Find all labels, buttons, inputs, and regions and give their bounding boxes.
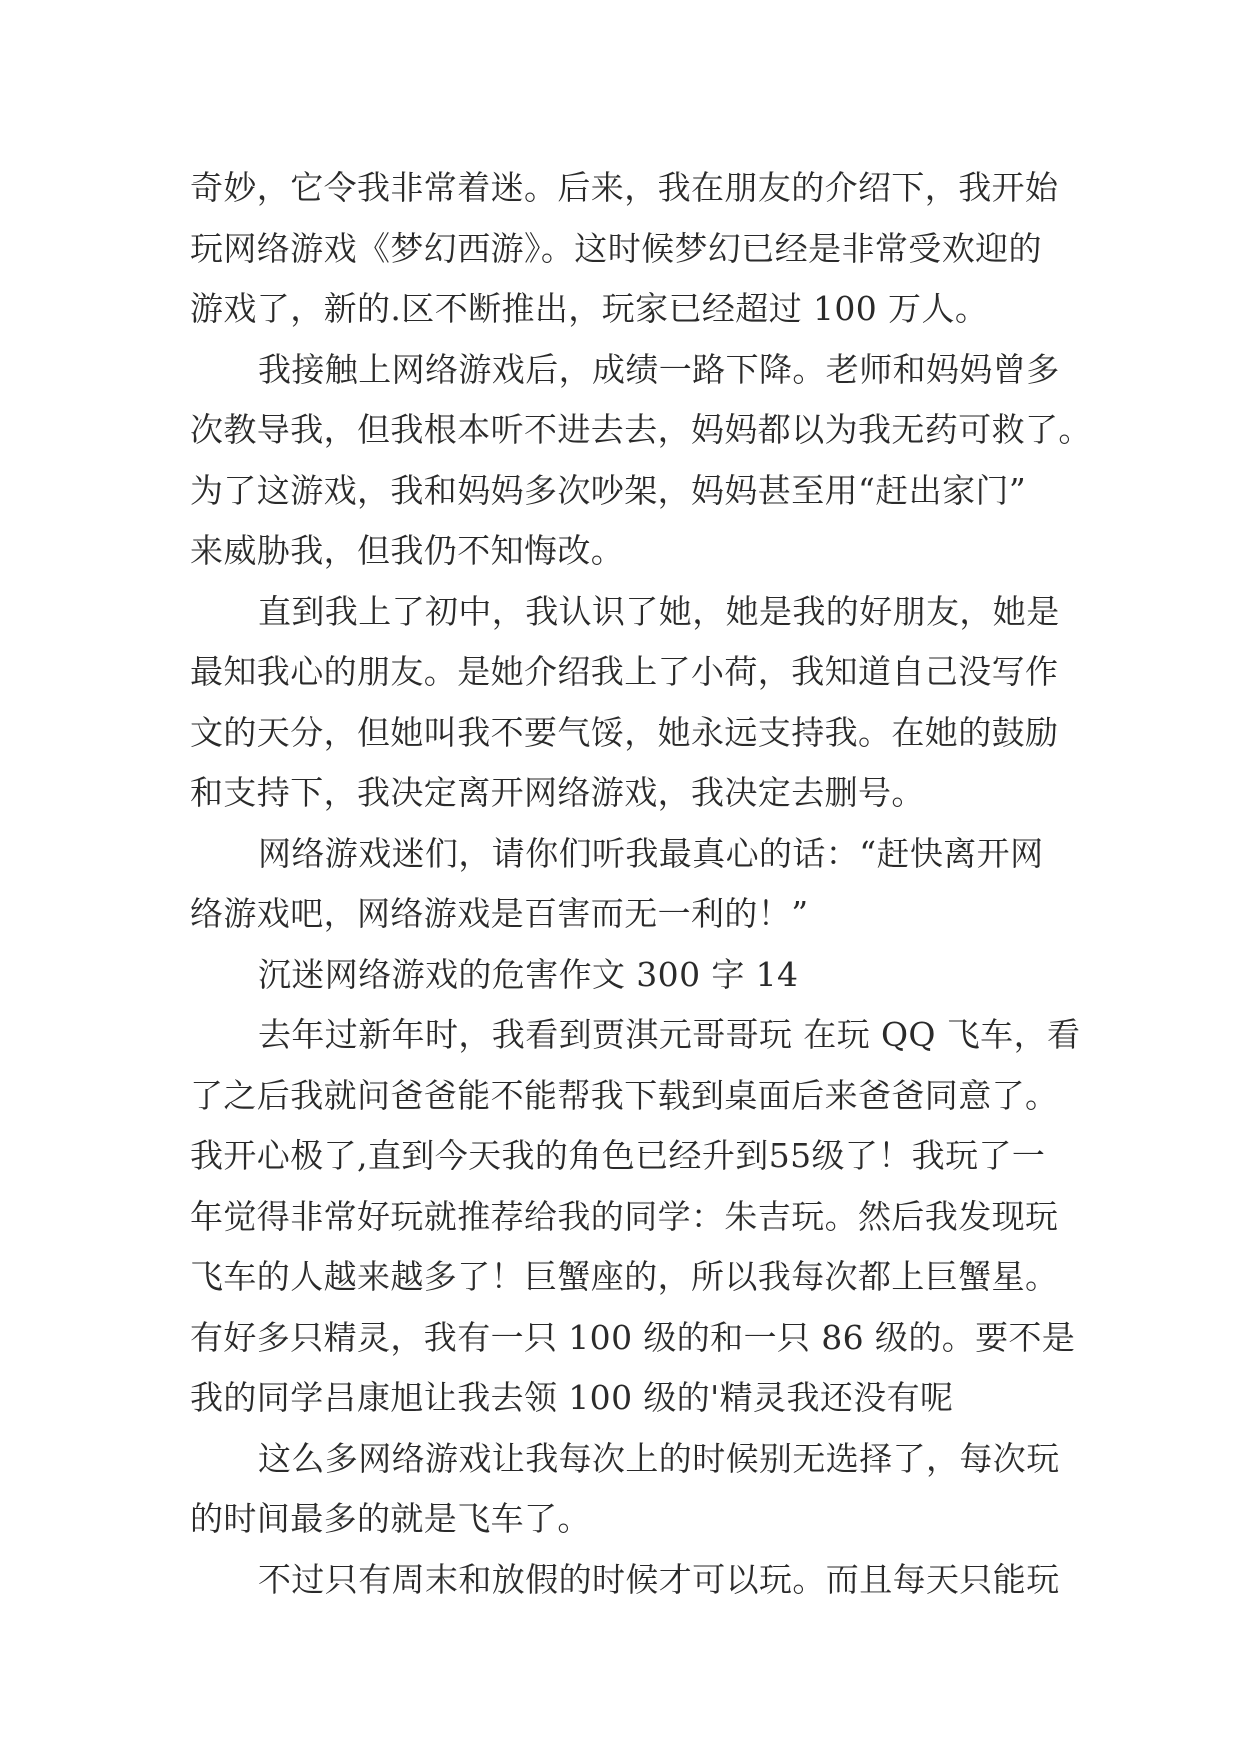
text-line: 来威胁我，但我仍不知悔改。 [190,531,625,570]
paragraph-start-line: 不过只有周末和放假的时候才可以玩。而且每天只能玩 [258,1559,1060,1599]
text-line: 有好多只精灵，我有一只 100 级的和一只 86 级的。要不是 [190,1317,1076,1357]
text-line: 最知我心的朋友。是她介绍我上了小荷，我知道自己没写作 [190,652,1059,691]
text-line: 我开心极了,直到今天我的角色已经升到55级了！我玩了一 [190,1136,1046,1175]
text-line: 文的天分，但她叫我不要气馁，她永远支持我。在她的鼓励 [190,712,1059,752]
text-line: 奇妙，它令我非常着迷。后来，我在朋友的介绍下，我开始 [190,168,1059,207]
essay-title: 沉迷网络游戏的危害作文 300 字 14 [258,954,799,994]
text-line: 飞车的人越来越多了！巨蟹座的，所以我每次都上巨蟹星。 [190,1257,1059,1296]
text-line: 的时间最多的就是飞车了。 [190,1499,591,1538]
text-line: 络游戏吧，网络游戏是百害而无一利的！” [190,894,809,933]
text-line: 和支持下，我决定离开网络游戏，我决定去删号。 [190,773,925,812]
text-line: 次教导我，但我根本听不进去去，妈妈都以为我无药可救了。 [190,410,1092,449]
paragraph-start-line: 这么多网络游戏让我每次上的时候别无选择了，每次玩 [258,1438,1060,1478]
text-line: 玩网络游戏《梦幻西游》。这时候梦幻已经是非常受欢迎的 [190,228,1042,268]
text-line: 我的同学吕康旭让我去领 100 级的'精灵我还没有呢 [190,1378,954,1417]
text-line: 年觉得非常好玩就推荐给我的同学：朱吉玩。然后我发现玩 [190,1196,1059,1236]
paragraph-start-line: 我接触上网络游戏后，成绩一路下降。老师和妈妈曾多 [258,349,1060,389]
text-line: 了之后我就问爸爸能不能帮我下载到桌面后来爸爸同意了。 [190,1075,1059,1115]
text-line: 为了这游戏，我和妈妈多次吵架，妈妈甚至用“赶出家门” [190,470,1027,510]
paragraph-start-line: 直到我上了初中，我认识了她，她是我的好朋友，她是 [258,591,1060,631]
essay-body [190,158,1092,1610]
text-line: 游戏了，新的.区不断推出，玩家已经超过 100 万人。 [190,289,989,328]
paragraph-start-line: 网络游戏迷们，请你们听我最真心的话：“赶快离开网 [258,833,1044,873]
paragraph-start-line: 去年过新年时，我看到贾淇元哥哥玩 在玩 QQ 飞车，看 [258,1015,1081,1054]
